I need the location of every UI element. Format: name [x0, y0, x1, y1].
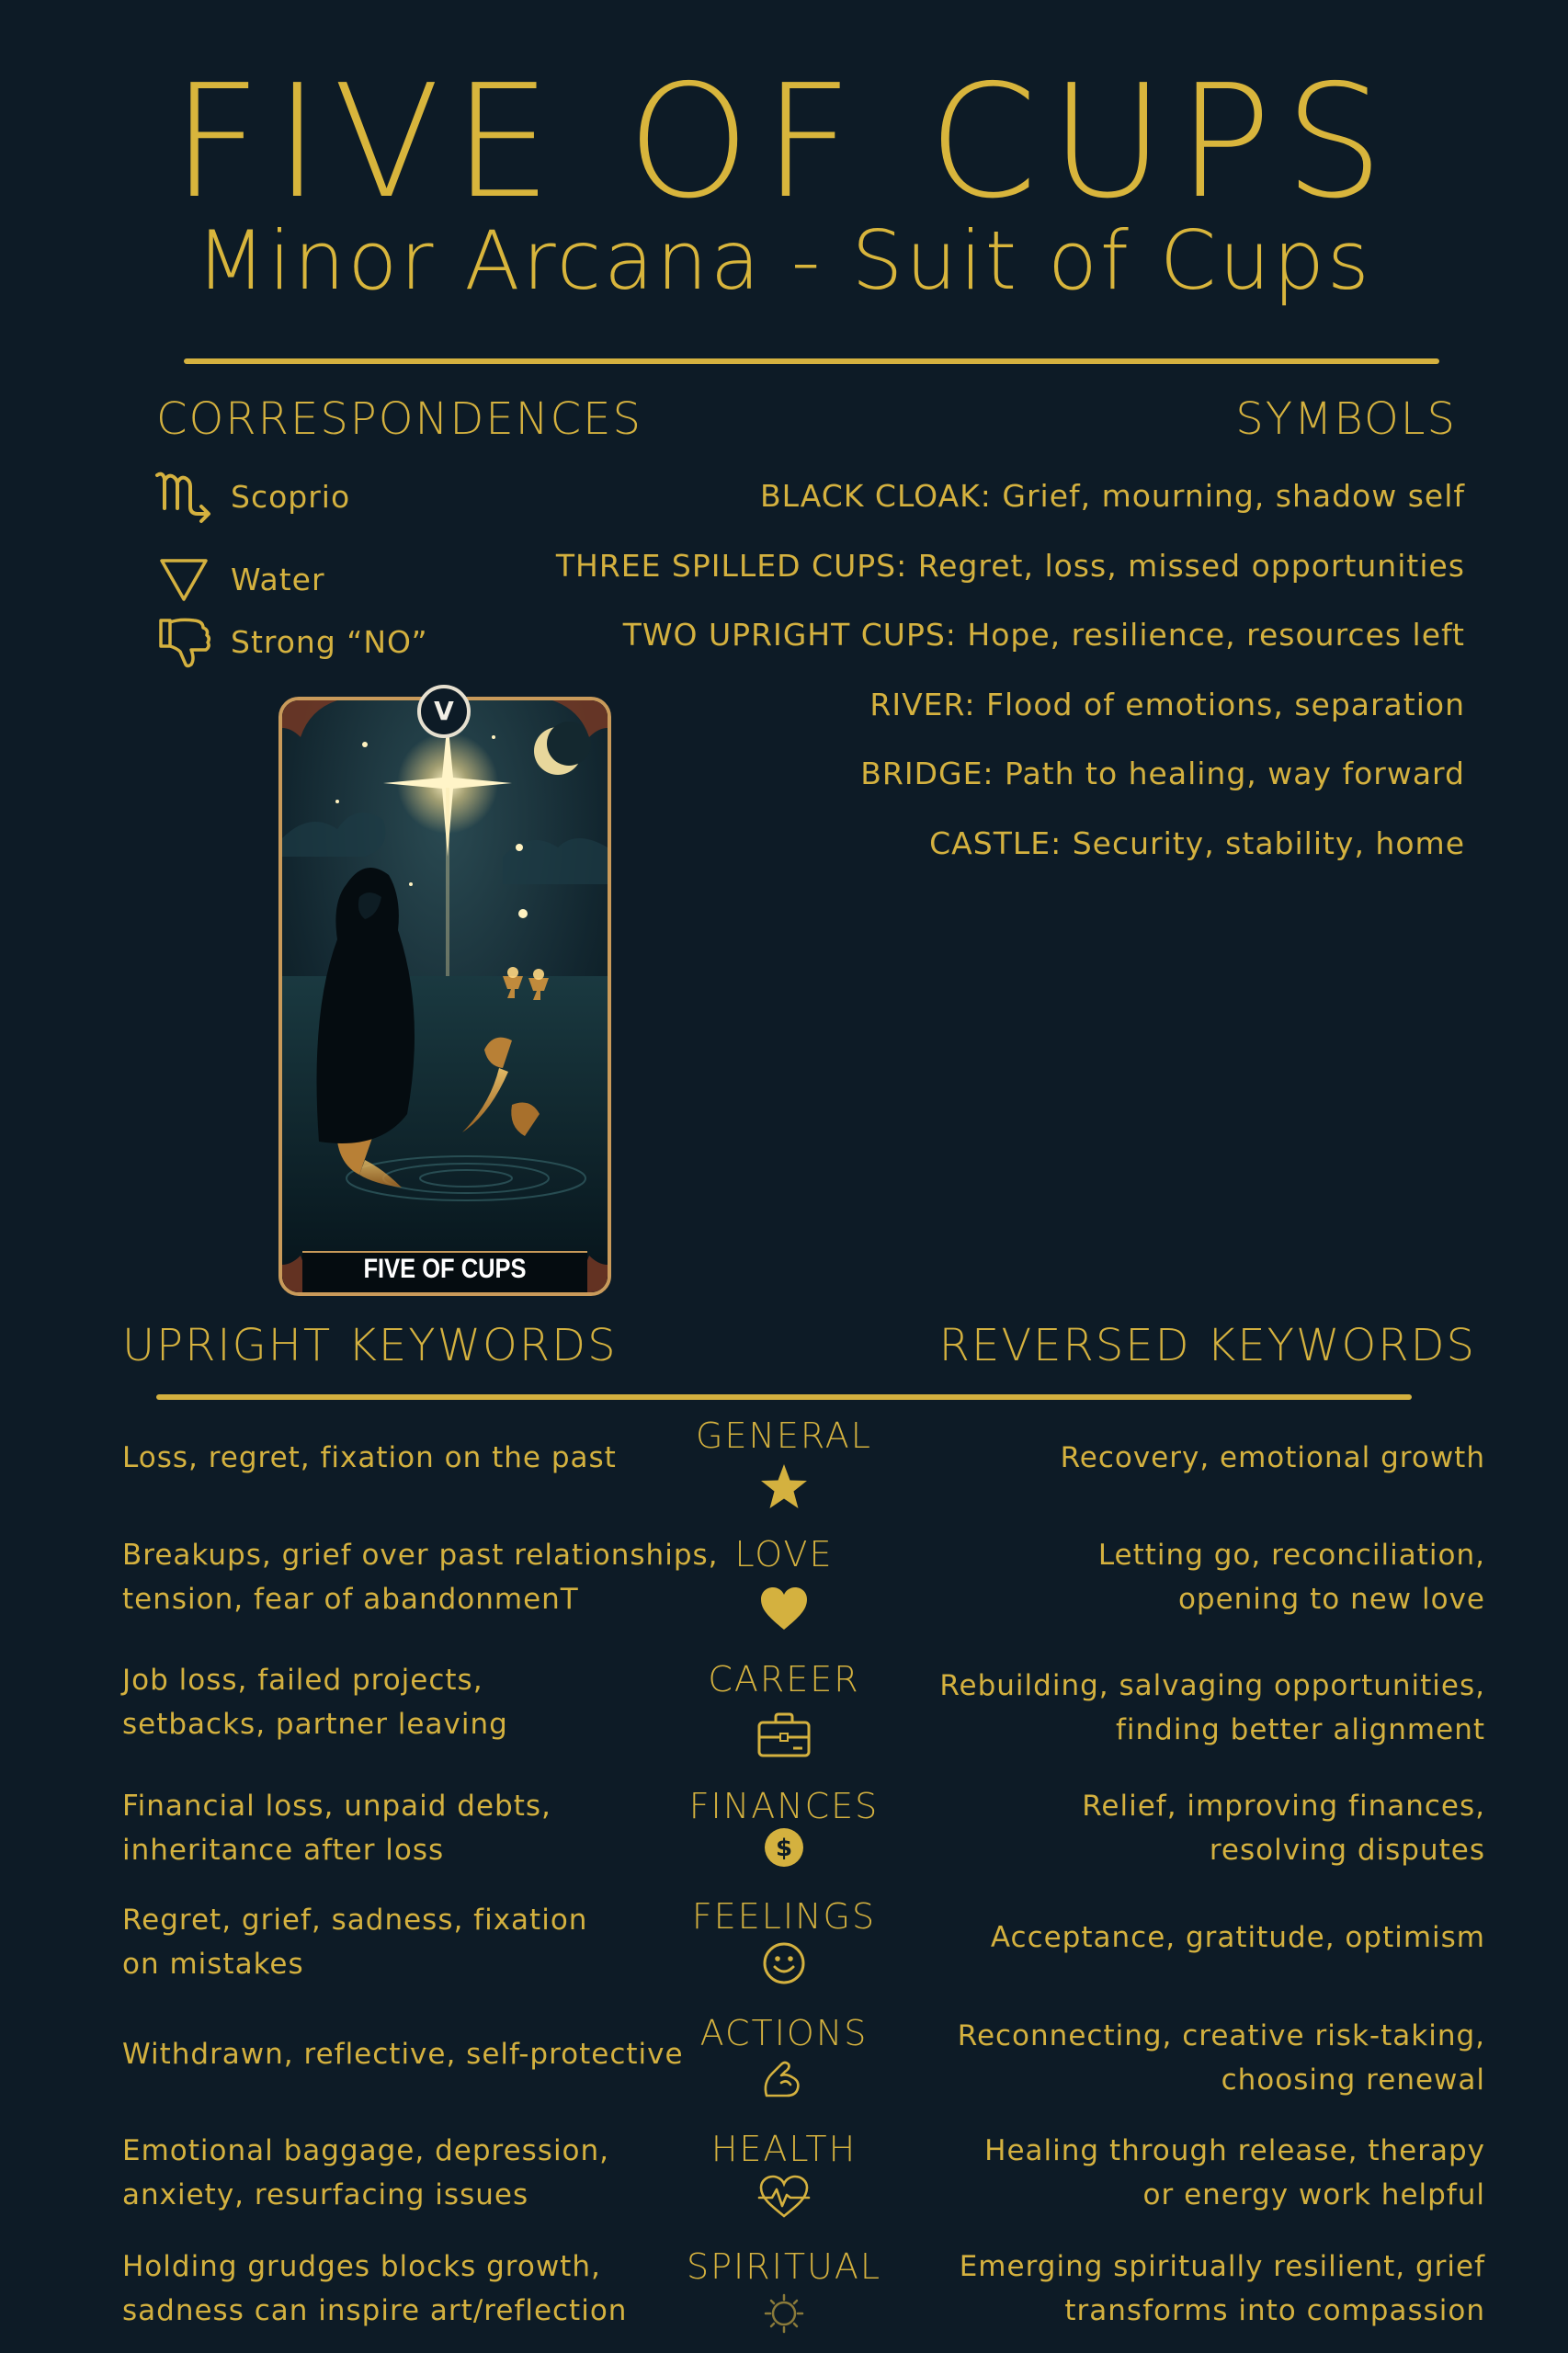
page-title: FIVE OF CUPS [171, 51, 1397, 233]
category-feelings: FEELINGS [691, 1896, 877, 1937]
symbol-item: TWO UPRIGHT CUPS: Hope, resilience, resources left [622, 617, 1465, 653]
upright-health: Emotional baggage, depression, anxiety, resurfacing issues [122, 2134, 610, 2211]
upright-feelings: Regret, grief, sadness, fixation on mistakes [122, 1904, 588, 1981]
upright-spiritual: Holding grudges blocks growth, sadness can inspire art/reflection [122, 2250, 628, 2327]
water-triangle-icon [152, 547, 216, 611]
correspondence-label: Strong “NO” [231, 623, 428, 660]
category-love: LOVE [734, 1534, 834, 1574]
correspondence-item [152, 464, 350, 529]
reversed-spiritual: Emerging spiritually resilient, grief transforms into compassion [959, 2250, 1485, 2327]
category-spiritual: SPIRITUAL [686, 2246, 882, 2287]
correspondence-label: Scoprio [231, 478, 351, 515]
category-health: HEALTH [710, 2129, 858, 2169]
page-subtitle: Minor Arcana - Suit of Cups [196, 213, 1372, 308]
upright-actions: Withdrawn, reflective, self-protective [122, 2038, 684, 2071]
dollar-coin-icon [756, 1820, 812, 1875]
correspondence-label: Water [231, 561, 325, 597]
reversed-feelings: Acceptance, gratitude, optimism [990, 1921, 1485, 1954]
keywords-divider [156, 1394, 1412, 1400]
symbols-heading: SYMBOLS [1235, 393, 1457, 445]
card-artwork [282, 700, 608, 1292]
heart-icon [756, 1581, 812, 1636]
reversed-keywords-heading: REVERSED KEYWORDS [938, 1320, 1476, 1371]
symbol-item: RIVER: Flood of emotions, separation [869, 687, 1465, 722]
card-name-label: FIVE OF CUPS [363, 1254, 527, 1284]
reversed-health: Healing through release, therapy or energy work helpful [984, 2134, 1485, 2211]
sun-wheel-icon [756, 2286, 812, 2341]
thumbs-down-icon [152, 609, 216, 674]
title-divider [184, 358, 1439, 364]
reversed-actions: Reconnecting, creative risk-taking, choosing renewal [957, 2019, 1485, 2097]
card-numeral-badge: V [417, 685, 471, 738]
upright-keywords-heading: UPRIGHT KEYWORDS [122, 1320, 618, 1371]
symbol-item: BRIDGE: Path to healing, way forward [860, 756, 1465, 791]
category-finances: FINANCES [688, 1786, 880, 1826]
category-career: CAREER [708, 1659, 860, 1699]
tarot-card-illustration [278, 697, 611, 1296]
symbol-item: CASTLE: Security, stability, home [929, 825, 1465, 861]
flexed-arm-icon [756, 2052, 812, 2107]
category-actions: ACTIONS [699, 2013, 869, 2053]
reversed-career: Rebuilding, salvaging opportunities, finding better alignment [939, 1669, 1485, 1746]
symbol-item: BLACK CLOAK: Grief, mourning, shadow self [759, 478, 1465, 514]
briefcase-icon [756, 1708, 812, 1763]
reversed-love: Letting go, reconciliation, opening to new love [1097, 1539, 1485, 1616]
reversed-finances: Relief, improving finances, resolving disputes [1082, 1790, 1485, 1867]
upright-finances: Financial loss, unpaid debts, inheritance after loss [122, 1790, 551, 1867]
correspondence-item [152, 547, 325, 611]
upright-general: Loss, regret, fixation on the past [122, 1441, 617, 1474]
symbol-item: THREE SPILLED CUPS: Regret, loss, missed opportunities [555, 548, 1465, 584]
upright-love: Breakups, grief over past relationships, tension, fear of abandonmenT [122, 1539, 719, 1616]
svg-text:$: $ [775, 1835, 793, 1862]
correspondence-item [152, 609, 428, 674]
category-general: GENERAL [696, 1415, 872, 1456]
correspondences-heading: CORRESPONDENCES [156, 393, 642, 445]
reversed-general: Recovery, emotional growth [1060, 1441, 1485, 1474]
heartbeat-icon [756, 2169, 812, 2224]
scorpio-icon [152, 464, 216, 529]
star-icon [756, 1460, 812, 1515]
smiley-face-icon [756, 1936, 812, 1991]
upright-career: Job loss, failed projects, setbacks, partner leaving [122, 1664, 508, 1741]
